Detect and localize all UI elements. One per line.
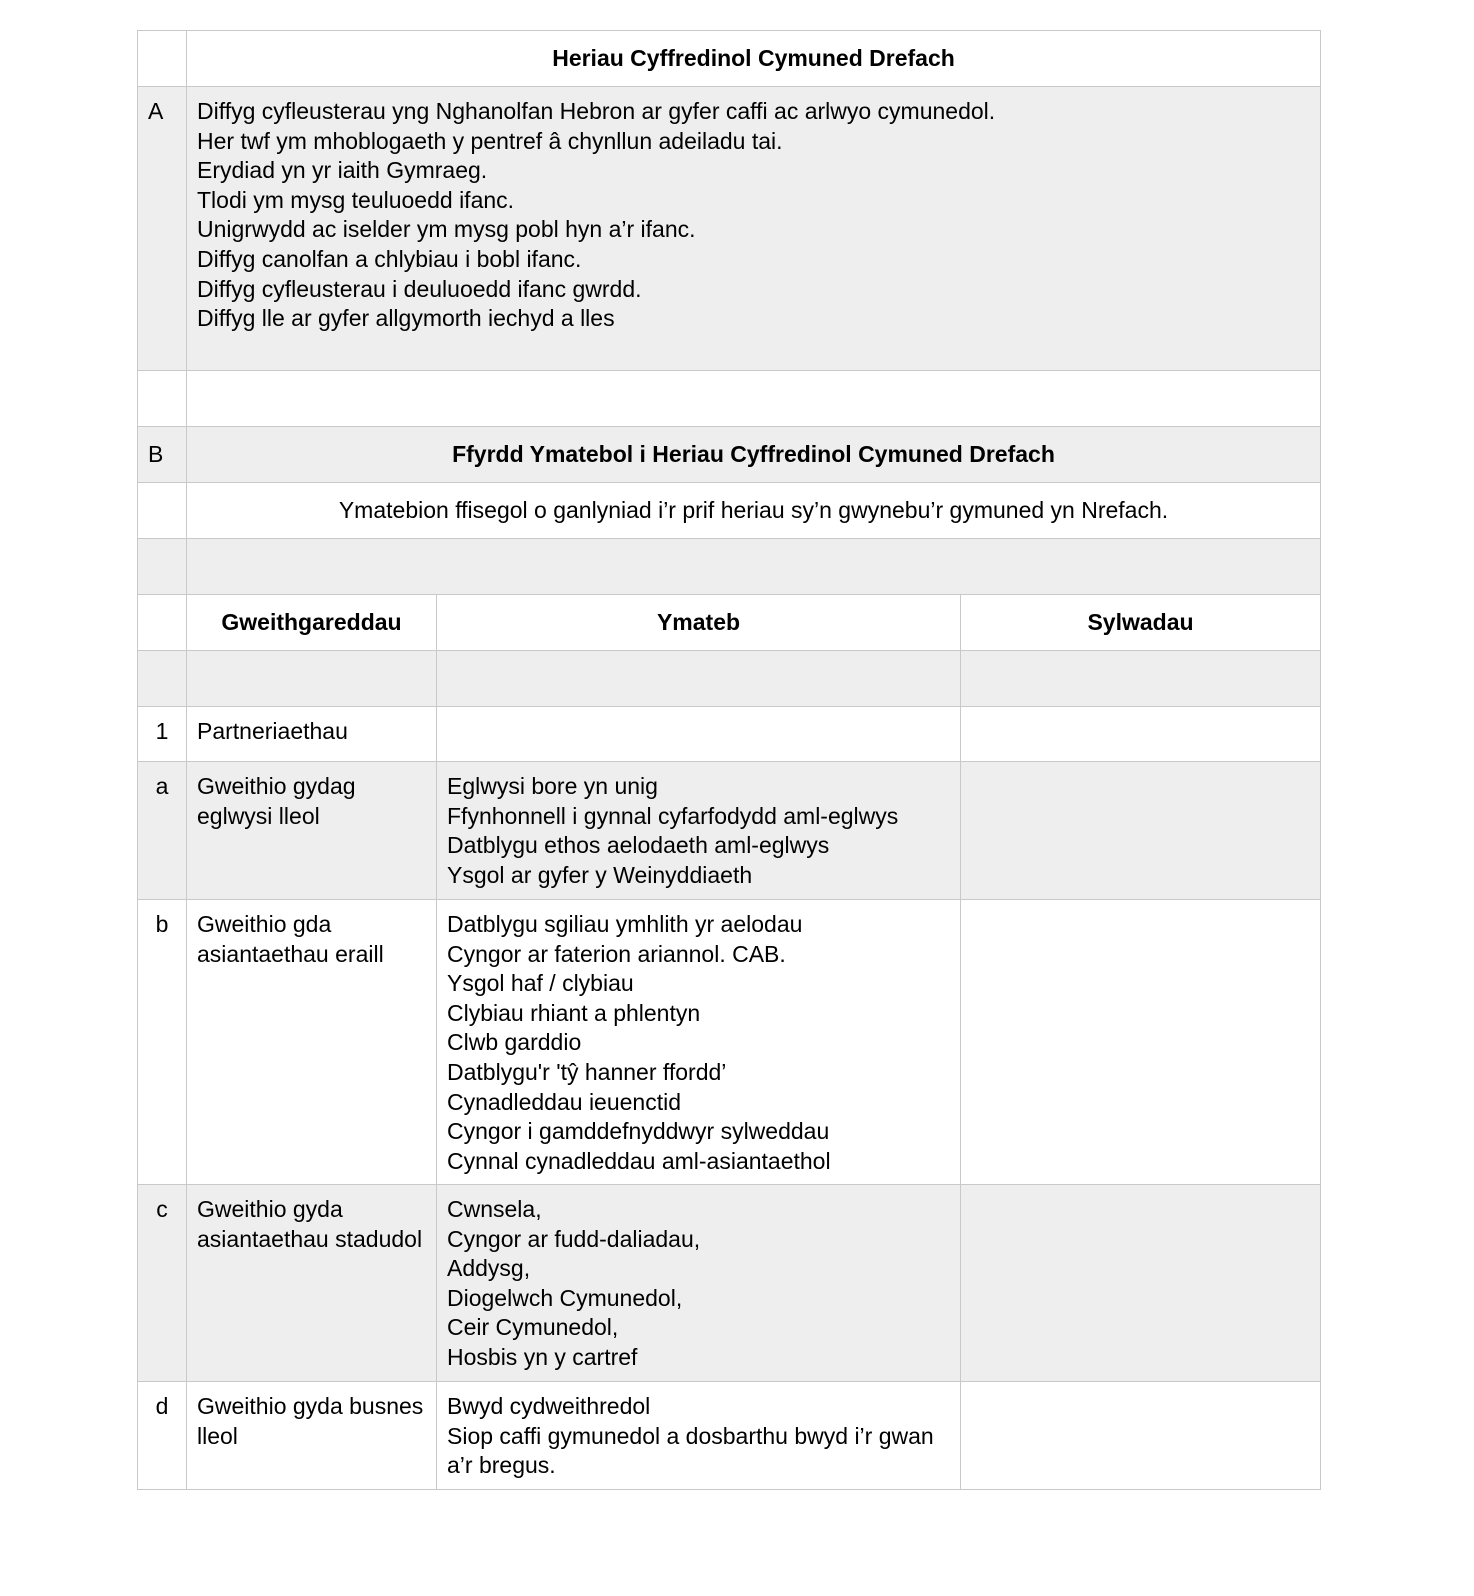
row-index: c <box>138 1185 187 1382</box>
row-comments <box>961 900 1321 1185</box>
row-activity: Gweithio gydag eglwysi lleol <box>187 762 437 900</box>
row-response <box>437 762 961 900</box>
table-row <box>138 707 1321 762</box>
row-activity: Gweithio gda asiantaethau eraill <box>187 900 437 1185</box>
response-item: Diogelwch Cymunedol, <box>447 1284 683 1311</box>
challenge-item: Diffyg lle ar gyfer allgymorth iechyd a lles <box>197 305 615 332</box>
row-comments <box>961 1185 1321 1382</box>
row-response <box>437 707 961 762</box>
column-header-activities: Gweithgareddau <box>187 595 437 651</box>
response-item: Eglwysi bore yn unig <box>447 773 658 799</box>
spacer-row <box>138 371 1321 427</box>
response-item: Ffynhonnell i gynnal cyfarfodydd aml-eglwys <box>447 802 899 829</box>
section-a-row <box>138 87 1321 371</box>
row-index: d <box>138 1382 187 1490</box>
section-a-title-row <box>138 31 1321 87</box>
row-response <box>437 1382 961 1490</box>
row-index: a <box>138 762 187 900</box>
response-item: Cynnal cynadleddau aml-asiantaethol <box>447 1147 831 1174</box>
row-activity: Gweithio gyda asiantaethau stadudol <box>187 1185 437 1382</box>
response-item: Siop caffi gymunedol a dosbarthu bwyd i’r gwan a’r bregus. <box>447 1422 934 1479</box>
challenge-item: Unigrwydd ac iselder ym mysg pobl hyn a’r ifanc. <box>197 216 696 243</box>
response-item: Ysgol haf / clybiau <box>447 970 634 997</box>
challenge-item: Diffyg cyfleusterau yng Nghanolfan Hebron ar gyfer caffi ac arlwyo cymunedol. <box>197 98 996 124</box>
row-activity: Gweithio gyda busnes lleol <box>187 1382 437 1490</box>
section-a-label: A <box>138 87 187 371</box>
challenge-item: Tlodi ym mysg teuluoedd ifanc. <box>197 186 515 213</box>
empty-row <box>138 651 1321 707</box>
response-item: Hosbis yn y cartref <box>447 1343 638 1370</box>
spacer-row <box>138 539 1321 595</box>
row-index: 1 <box>138 707 187 762</box>
section-a-challenges-list <box>187 87 1321 371</box>
response-item: Cyngor ar fudd-daliadau, <box>447 1225 701 1252</box>
challenge-item: Erydiad yn yr iaith Gymraeg. <box>197 157 488 184</box>
row-response <box>437 900 961 1185</box>
response-item: Datblygu ethos aelodaeth aml-eglwys <box>447 832 830 859</box>
response-item: Datblygu'r 'tŷ hanner ffordd’ <box>447 1058 727 1085</box>
table-row <box>138 1382 1321 1490</box>
challenge-item: Diffyg cyfleusterau i deuluoedd ifanc gwrdd. <box>197 275 642 302</box>
challenge-item: Her twf ym mhoblogaeth y pentref â chynllun adeiladu tai. <box>197 127 783 154</box>
row-response <box>437 1185 961 1382</box>
row-comments <box>961 707 1321 762</box>
section-a-title: Heriau Cyffredinol Cymuned Drefach <box>187 31 1321 87</box>
response-item: Cyngor ar faterion ariannol. CAB. <box>447 940 786 967</box>
row-index: b <box>138 900 187 1185</box>
column-header-comments: Sylwadau <box>961 595 1321 651</box>
column-header-response: Ymateb <box>437 595 961 651</box>
response-item: Clwb garddio <box>447 1029 582 1056</box>
response-item: Cyngor i gamddefnyddwyr sylweddau <box>447 1118 830 1145</box>
response-item: Cwnsela, <box>447 1196 542 1222</box>
section-b-label: B <box>138 427 187 483</box>
row-comments <box>961 762 1321 900</box>
response-item: Cynadleddau ieuenctid <box>447 1088 682 1115</box>
section-b-title: Ffyrdd Ymatebol i Heriau Cyffredinol Cymuned Drefach <box>187 427 1321 483</box>
response-item: Bwyd cydweithredol <box>447 1393 651 1419</box>
response-item: Ysgol ar gyfer y Weinyddiaeth <box>447 861 753 888</box>
row-activity: Partneriaethau <box>187 707 437 762</box>
challenges-table <box>137 30 1321 1490</box>
row-comments <box>961 1382 1321 1490</box>
section-b-subtitle: Ymatebion ffisegol o ganlyniad i’r prif heriau sy’n gwynebu’r gymuned yn Nrefach. <box>187 483 1321 539</box>
response-item: Ceir Cymunedol, <box>447 1314 619 1341</box>
challenge-item: Diffyg canolfan a chlybiau i bobl ifanc. <box>197 245 582 272</box>
column-header-row <box>138 595 1321 651</box>
response-item: Addysg, <box>447 1255 531 1282</box>
response-item: Datblygu sgiliau ymhlith yr aelodau <box>447 911 803 937</box>
table-row <box>138 900 1321 1185</box>
section-b-subtitle-row <box>138 483 1321 539</box>
section-b-title-row <box>138 427 1321 483</box>
table-row <box>138 762 1321 900</box>
table-row <box>138 1185 1321 1382</box>
empty-index-cell <box>138 31 187 87</box>
response-item: Clybiau rhiant a phlentyn <box>447 999 701 1026</box>
